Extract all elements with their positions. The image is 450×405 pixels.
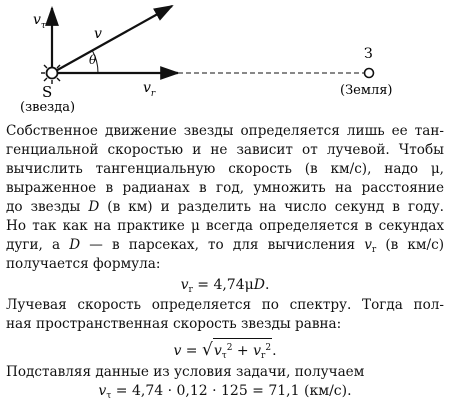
paragraph-line: выраженное в радианах в год, умножить на расстояние [6, 180, 444, 196]
paragraph-line: получается формула: [6, 256, 161, 272]
label-vtau: $v_\tau$ [33, 12, 46, 31]
formula-total-velocity: $v = √v_\tau^2 + v_r^2$. [0, 338, 450, 365]
earth-icon [365, 69, 374, 78]
total-velocity-arrow [52, 6, 172, 73]
paragraph-line: Подставляя данные из условия задачи, получаем [6, 364, 365, 380]
paragraph-line: до звезды D (в км) и разделить на число секунд в году. [6, 199, 444, 215]
label-earth-caption: (Земля) [340, 83, 393, 98]
formula-tangential-velocity: $v_\tau = 4,74 \cdot 0,12 \cdot 125 = 71,1$ (км/с). [98, 383, 352, 401]
paragraph-line: генциальной скоростью и не зависит от лучевой. Чтобы [6, 142, 444, 158]
paragraph-line: вычислить тангенциальную скорость (в км/с), надо μ, [6, 161, 444, 177]
label-v: v [94, 26, 102, 42]
label-vr: $v_r$ [143, 80, 156, 99]
paragraph-line: дуги, а D — в парсеках, то для вычисления $v_r$ (в км/с) [6, 237, 445, 255]
star-icon [41, 62, 60, 84]
label-star: S [42, 83, 53, 101]
label-theta: θ [89, 53, 97, 67]
formula-radial-velocity: $v_r = 4,74\mu D$. [180, 277, 270, 295]
paragraph-line: ная пространственная скорость звезды равна: [6, 316, 342, 332]
paragraph-line: Лучевая скорость определяется по спектру. Тогда пол- [6, 297, 444, 313]
paragraph-line: Но так как на практике μ всегда определяется в секундах [6, 218, 444, 234]
velocity-diagram [0, 0, 450, 118]
label-star-caption: (звезда) [20, 100, 76, 115]
label-earth: З [364, 46, 373, 62]
paragraph-line: Собственное движение звезды определяется лишь ее тан- [6, 123, 444, 139]
